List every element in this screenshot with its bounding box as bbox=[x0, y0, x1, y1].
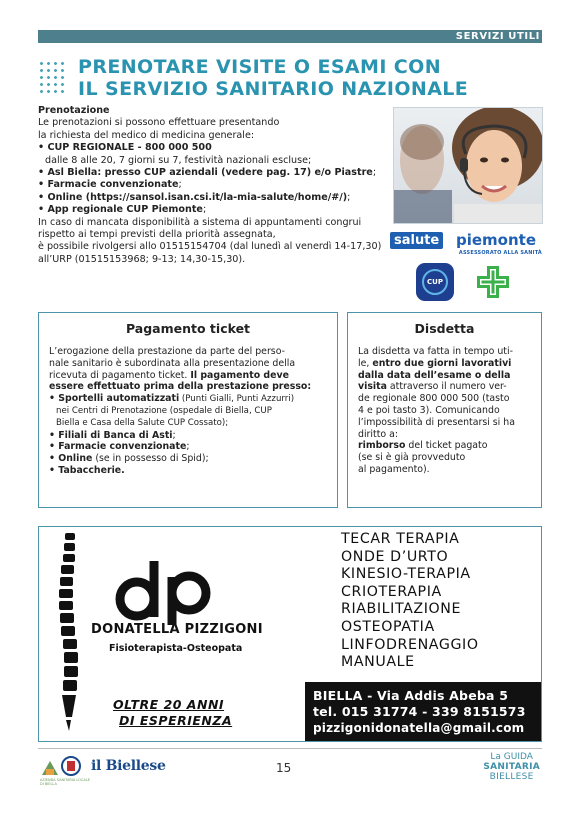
section-tag: SERVIZI UTILI bbox=[455, 31, 540, 42]
pagamento-item: • Sportelli automatizzati (Punti Gialli, Punti Azzurri) bbox=[49, 393, 295, 405]
farmacie-item: • Farmacie convenzionate; bbox=[38, 179, 182, 191]
guide-logo bbox=[483, 752, 540, 782]
pagamento-line: L’erogazione della prestazione da parte del perso- bbox=[49, 346, 285, 357]
call-center-illustration bbox=[394, 108, 543, 224]
disdetta-line: La disdetta va fatta in tempo uti- bbox=[358, 346, 513, 357]
service-item: ONDE D’URTO bbox=[341, 548, 449, 565]
fallback-line-1: In caso di mancata disponibilità a sistema di appuntamenti congrui bbox=[38, 216, 362, 228]
contact-email[interactable]: pizzigonidonatella@gmail.com bbox=[313, 721, 525, 735]
title-line-2: IL SERVIZIO SANITARIO NAZIONALE bbox=[78, 78, 469, 100]
pagamento-item: • Tabaccherie. bbox=[49, 464, 125, 476]
disdetta-line: rimborso del ticket pagato bbox=[358, 440, 488, 452]
dot-pattern-decoration bbox=[38, 60, 68, 96]
disdetta-line: dalla data dell’esame o della bbox=[358, 369, 511, 381]
contact-phone: tel. 015 31774 - 339 8151573 bbox=[313, 704, 526, 719]
pagamento-title: Pagamento ticket bbox=[125, 321, 251, 336]
service-item: TECAR TERAPIA bbox=[341, 531, 460, 547]
il-biellese-logo: il Biellese bbox=[91, 758, 166, 774]
pagamento-item: • Online (se in possesso di Spid); bbox=[49, 453, 209, 465]
fallback-line-4: all’URP (01515153968; 9-13; 14,30-15,30). bbox=[38, 253, 246, 265]
service-item: KINESIO-TERAPIA bbox=[341, 566, 471, 583]
asl-biella-text: AZIENDA SANITARIA LOCALE DI BIELLA bbox=[40, 778, 90, 786]
dp-logo bbox=[111, 557, 221, 627]
pagamento-item: • Farmacie convenzionate; bbox=[49, 441, 190, 453]
services-list bbox=[341, 531, 541, 672]
pagamento-item-cont: nei Centri di Prenotazione (ospedale di Biella, CUP bbox=[56, 405, 272, 416]
pagamento-item: • Filiali di Banca di Asti; bbox=[49, 429, 176, 441]
title-line-1: PRENOTARE VISITE O ESAMI CON bbox=[78, 56, 442, 78]
page-title bbox=[78, 56, 538, 100]
disdetta-line: le, entro due giorni lavorativi bbox=[358, 357, 512, 369]
online-item: • Online (https://sansol.isan.csi.it/la-mia-salute/home/#/); bbox=[38, 191, 351, 203]
pagamento-item-cont: Biella e Casa della Salute CUP Cossato); bbox=[56, 417, 229, 428]
pharmacy-cross-icon bbox=[474, 263, 512, 301]
service-item: RIABILITAZIONE bbox=[341, 601, 462, 618]
salute-piemonte-logo bbox=[390, 232, 542, 258]
pagamento-line: essere effettuato prima della prestazione presso: bbox=[49, 381, 312, 393]
pagamento-line: ricevuta di pagamento ticket. Il pagamento deve bbox=[49, 369, 289, 381]
service-item: MANUALE bbox=[341, 654, 415, 671]
cup-app-icon bbox=[416, 263, 454, 301]
prenotazione-heading: Prenotazione bbox=[38, 105, 110, 116]
disdetta-line: de regionale 800 000 500 (tasto bbox=[358, 393, 510, 405]
app-item: • App regionale CUP Piemonte; bbox=[38, 204, 207, 216]
pagamento-body bbox=[39, 346, 337, 477]
page-number: 15 bbox=[276, 761, 292, 775]
service-item: OSTEOPATIA bbox=[341, 618, 435, 635]
call-center-photo bbox=[393, 107, 543, 224]
cup-regionale: • CUP REGIONALE - 800 000 500 bbox=[38, 142, 212, 154]
disdetta-line: 4 e poi tasto 3). Comunicando bbox=[358, 404, 500, 416]
experience-line-2: DI ESPERIENZA bbox=[119, 713, 233, 728]
contact-block bbox=[305, 682, 541, 742]
assessorato-text: ASSESSORATO ALLA SANITÀ bbox=[458, 250, 542, 256]
footer-divider bbox=[38, 748, 542, 749]
cup-hours: dalle 8 alle 20, 7 giorni su 7, festività nazionali escluse; bbox=[45, 154, 312, 166]
disdetta-title: Disdetta bbox=[414, 321, 475, 336]
physiotherapy-advertisement bbox=[38, 526, 542, 742]
disdetta-line: visita attraverso il numero ver- bbox=[358, 381, 507, 393]
intro-line-1: Le prenotazioni si possono effettuare presentando bbox=[38, 117, 280, 129]
pagamento-ticket-box bbox=[38, 312, 338, 508]
therapist-role: Fisioterapista-Osteopata bbox=[109, 643, 243, 654]
service-item: CRIOTERAPIA bbox=[341, 583, 442, 600]
cup-app-label: CUP bbox=[422, 269, 448, 295]
fallback-line-3: è possibile rivolgersi allo 01515154704 (dal lunedì al venerdì 14-17,30) bbox=[38, 241, 382, 253]
guide-line-3: BIELLESE bbox=[489, 772, 534, 782]
service-item: LINFODRENAGGIO bbox=[341, 636, 479, 653]
guide-line-2: SANITARIA bbox=[483, 762, 540, 772]
disdetta-line: (se si è già provveduto bbox=[358, 452, 466, 464]
disdetta-body bbox=[348, 346, 541, 476]
therapist-name: DONATELLA PIZZIGONI bbox=[91, 622, 263, 637]
salute-logo-text: salute bbox=[390, 232, 443, 249]
spine-icon bbox=[55, 531, 81, 737]
disdetta-line: l’impossibilità di presentarsi si ha bbox=[358, 416, 515, 428]
disdetta-box bbox=[347, 312, 542, 508]
piemonte-logo-text: piemonte bbox=[456, 231, 537, 249]
disdetta-line: al pagamento). bbox=[358, 463, 430, 475]
contact-address: BIELLA - Via Addis Abeba 5 bbox=[313, 688, 509, 703]
pagamento-line: nale sanitario è subordinata alla presentazione della bbox=[49, 357, 296, 369]
asl-item: • Asl Biella: presso CUP aziendali (vedere pag. 17) e/o Piastre; bbox=[38, 167, 377, 179]
fallback-line-2: rispetto ai tempi previsti della priorità assegnata, bbox=[38, 229, 276, 241]
prenotazione-section bbox=[38, 105, 393, 266]
experience-line-1: OLTRE 20 ANNI bbox=[113, 697, 225, 712]
guide-line-1: La GUIDA bbox=[490, 752, 533, 762]
intro-line-2: la richiesta del medico di medicina generale: bbox=[38, 129, 255, 141]
disdetta-line: diritto a: bbox=[358, 428, 398, 440]
